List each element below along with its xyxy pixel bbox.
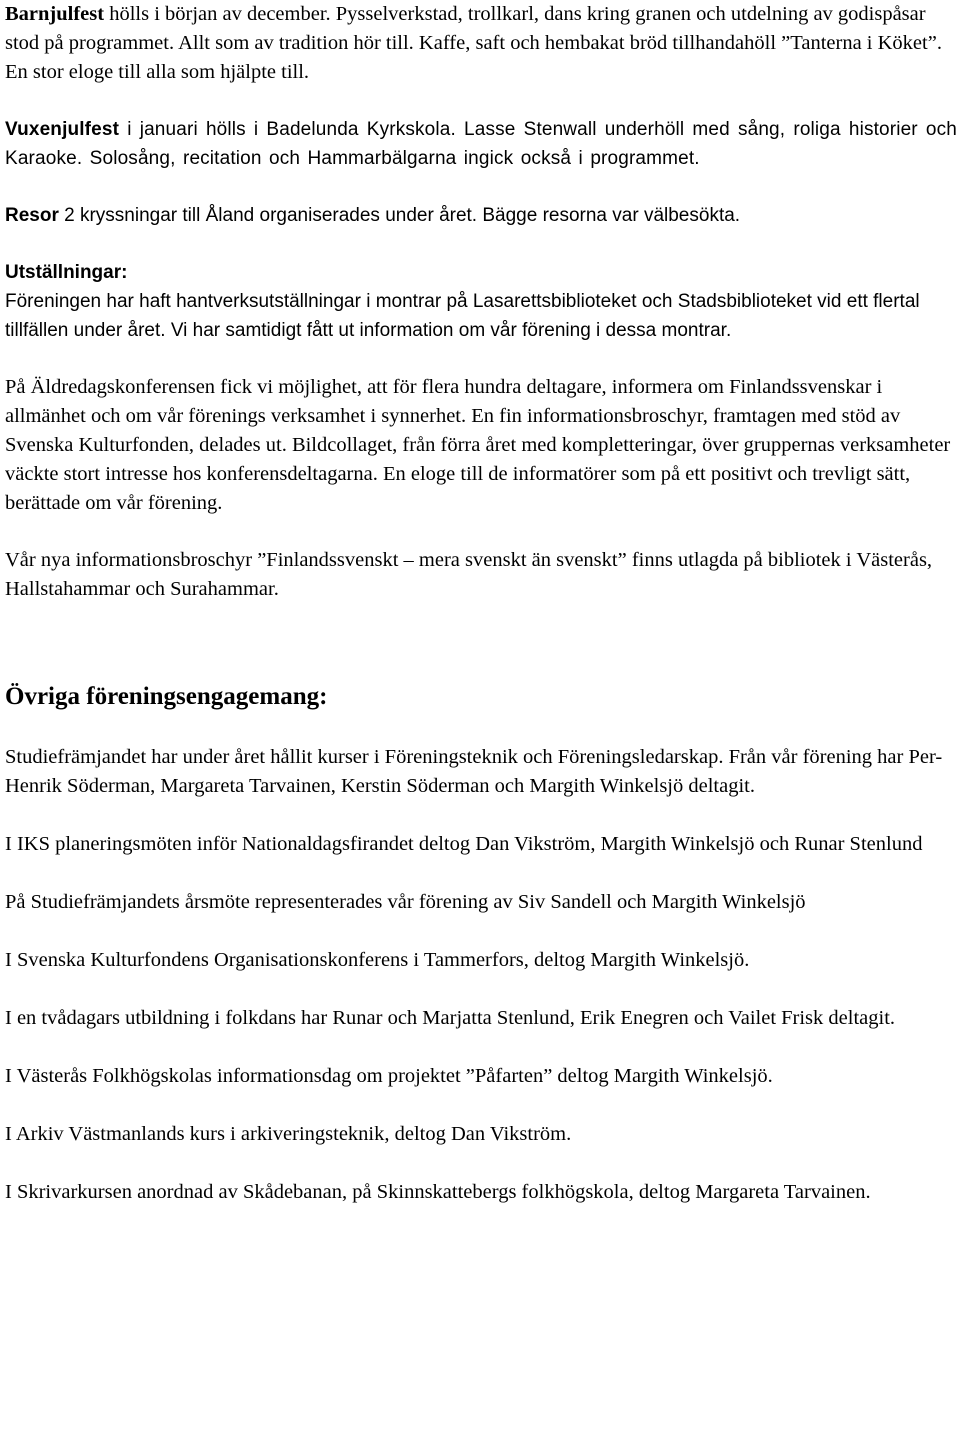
- ovriga-item-0: Studiefrämjandet har under året hållit kurser i Föreningsteknik och Föreningsledarskap. Från vår förening har Per-Henrik Söderman, Margareta Tarvainen, Kerstin Söderman och Margith Winkelsjö deltagit.: [5, 746, 943, 797]
- resor-text: 2 kryssningar till Åland organiserades under året. Bägge resorna var välbesökta.: [58, 205, 741, 226]
- ovriga-item-2: På Studiefrämjandets årsmöte representerades vår förening av Siv Sandell och Margith Winkelsjö: [5, 891, 806, 913]
- vuxenjulfest-heading: Vuxenjulfest: [5, 119, 120, 140]
- barnjulfest-text: hölls i början av december. Pysselverkstad, trollkarl, dans kring granen och utdelning av godispåsar stod på programmet. Allt som av tradition hör till. Kaffe, saft och hembakat bröd tillhandahöll ”Tanterna i Köket”. En stor eloge till alla som hjälpte till.: [5, 3, 942, 83]
- ovriga-item-3: I Svenska Kulturfondens Organisationskonferens i Tammerfors, deltog Margith Winkelsjö.: [5, 949, 750, 971]
- vuxenjulfest-text: i januari hölls i Badelunda Kyrkskola. Lasse Stenwall underhöll med sång, roliga historier och Karaoke. Solosång, recitation och Hammarbälgarna ingick också i programmet.: [5, 119, 957, 169]
- ovriga-item-7: I Skrivarkursen anordnad av Skådebanan, på Skinnskattebergs folkhögskola, deltog Margareta Tarvainen.: [5, 1181, 871, 1203]
- resor-paragraph: [5, 201, 957, 230]
- utstallningar-paragraph: [5, 258, 957, 345]
- utstallningar-text: Föreningen har haft hantverksutställningar i montrar på Lasarettsbiblioteket och Stadsbiblioteket vid ett flertal tillfällen under året. Vi har samtidigt fått ut information om vår förening i dessa montrar.: [5, 291, 920, 341]
- document-page: [5, 0, 957, 1207]
- aldredag-paragraph: På Äldredagskonferensen fick vi möjlighet, att för flera hundra deltagare, informera om Finlandssvenskar i allmänhet och om vår förenings verksamhet i synnerhet. En fin informationsbroschyr, framtagen med stöd av Svenska Kulturfonden, delades ut. Bildcollaget, från förra året med kompletteringar, över gruppernas verksamheter väckte stort intresse hos konferensdeltagarna. En eloge till de informatörer som på ett positivt och trevligt sätt, berättade om vår förening.: [5, 376, 951, 514]
- ovriga-heading: Övriga föreningsengagemang:: [5, 683, 328, 710]
- barnjulfest-paragraph: [5, 0, 957, 87]
- ovriga-item-4: I en tvådagars utbildning i folkdans har Runar och Marjatta Stenlund, Erik Enegren och Vailet Frisk deltagit.: [5, 1007, 896, 1029]
- resor-heading: Resor: [5, 205, 59, 226]
- ovriga-item-6: I Arkiv Västmanlands kurs i arkiveringsteknik, deltog Dan Vikström.: [5, 1123, 572, 1145]
- utstallningar-heading: Utställningar:: [5, 262, 128, 283]
- ovriga-item-5: I Västerås Folkhögskolas informationsdag om projektet ”Påfarten” deltog Margith Winkelsjö.: [5, 1065, 773, 1087]
- vuxenjulfest-paragraph: [5, 115, 957, 173]
- barnjulfest-heading: Barnjulfest: [5, 3, 105, 25]
- broschyr-paragraph: Vår nya informationsbroschyr ”Finlandssvenskt – mera svenskt än svenskt” finns utlagda på bibliotek i Västerås, Hallstahammar och Surahammar.: [5, 549, 933, 600]
- ovriga-item-1: I IKS planeringsmöten inför Nationaldagsfirandet deltog Dan Vikström, Margith Winkelsjö och Runar Stenlund: [5, 833, 923, 855]
